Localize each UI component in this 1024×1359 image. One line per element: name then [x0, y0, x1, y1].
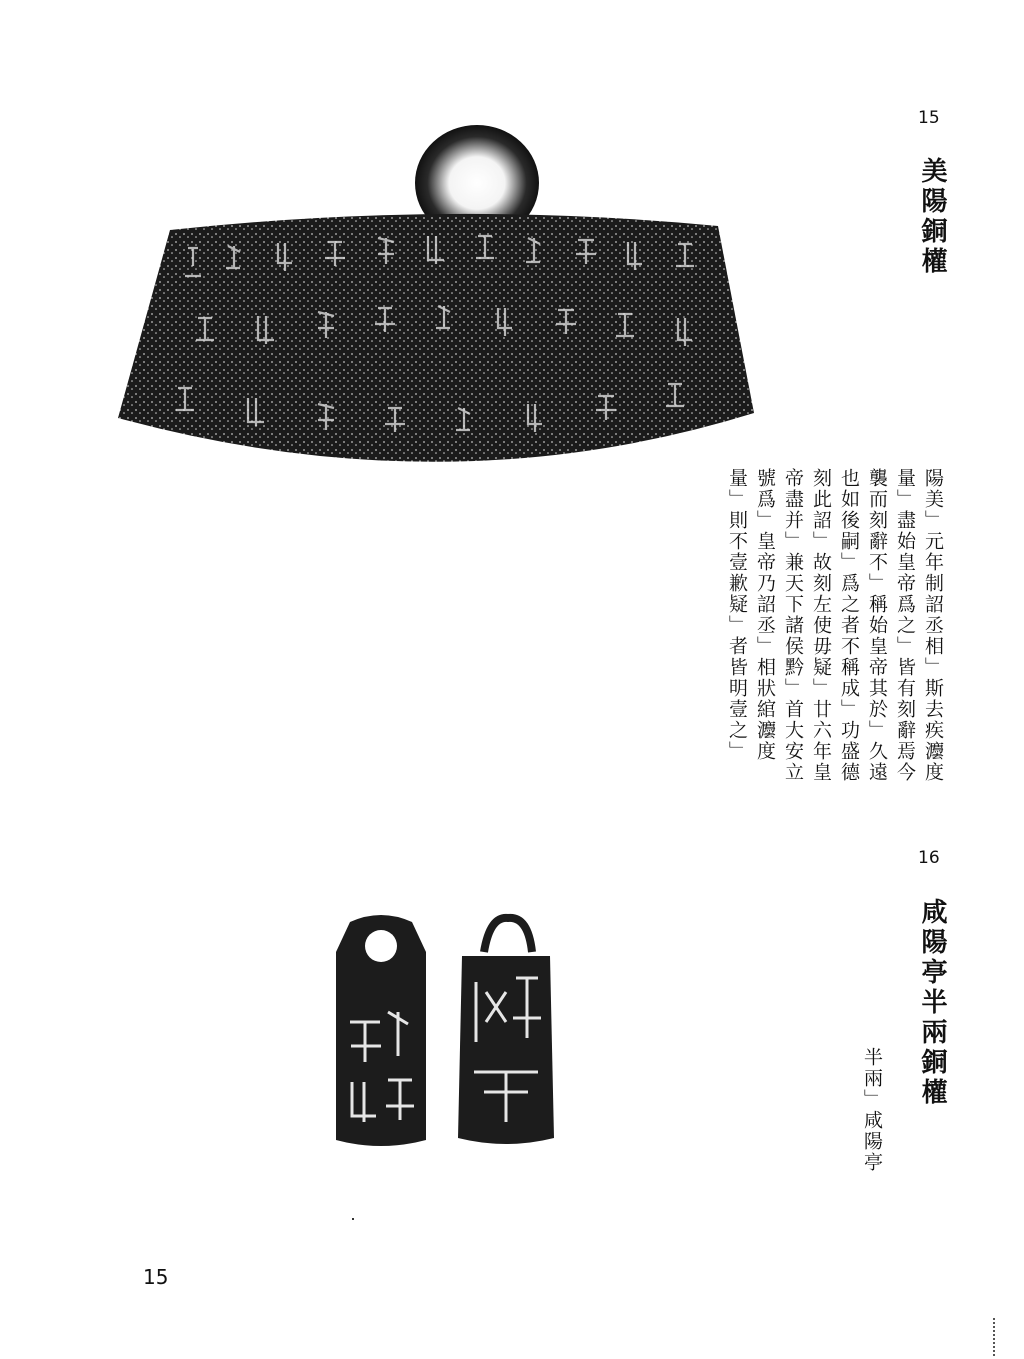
scan-speck — [352, 1218, 354, 1220]
item-16-number: 16 — [918, 848, 940, 868]
inscription-column-6: 帝盡并」兼天下諸侯黔」首大安立 — [782, 468, 804, 783]
item-16-inscription: 半兩」咸陽亭 — [861, 1047, 883, 1173]
rubbing-weight-right — [454, 912, 558, 1148]
inscription-column-7: 號爲」皇帝乃詔丞」相狀綰灋度 — [754, 468, 776, 762]
item-16-title: 咸陽亭半兩銅權 — [917, 898, 947, 1108]
inscription-column-8: 量」則不壹歉疑」者皆明壹之」 — [726, 468, 748, 762]
inscription-column-2: 量」盡始皇帝爲之」皆有刻辭焉今 — [894, 468, 916, 783]
rubbing-inscription-band — [118, 208, 754, 498]
item-15-number: 15 — [918, 108, 940, 128]
scan-mark-right — [993, 1318, 997, 1356]
inscription-column-5: 刻此詔」故刻左使毋疑」廿六年皇 — [810, 468, 832, 783]
inscription-column-1: 陽美」元年制詔丞相」斯去疾灋度 — [922, 468, 944, 783]
item-15-inscription — [727, 468, 942, 828]
rubbing-weight-left — [330, 912, 432, 1148]
item-15-title: 美陽銅權 — [917, 157, 947, 277]
page-number: 15 — [143, 1265, 169, 1289]
inscription-column-3: 襲而刻辭不」稱始皇帝其於」久遠 — [866, 468, 888, 783]
inscription-column-4: 也如後嗣」爲之者不稱成」功盛德 — [838, 468, 860, 783]
